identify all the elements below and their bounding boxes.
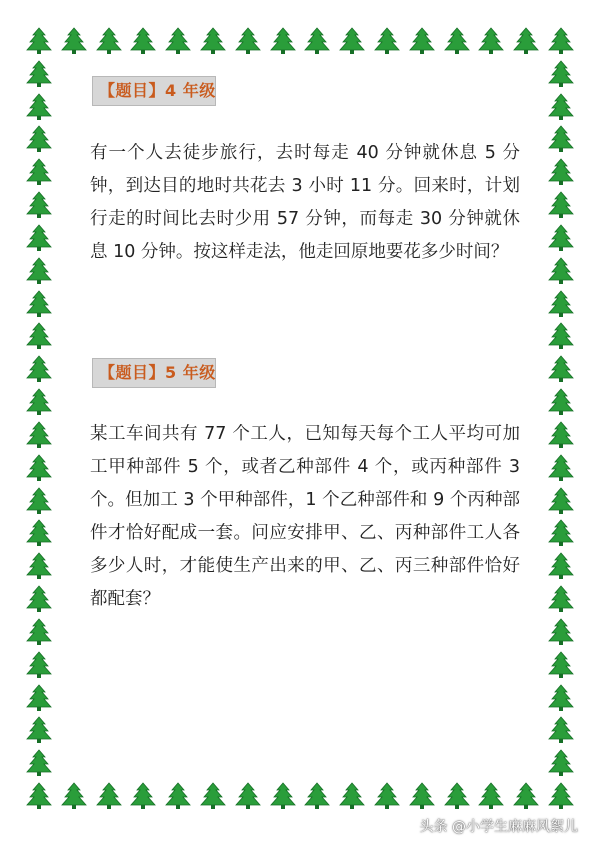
christmas-tree-icon (548, 684, 574, 712)
christmas-tree-icon (548, 454, 574, 482)
problem-2-grade-tag: 【题目】5 年级 (92, 358, 216, 388)
christmas-tree-icon (235, 782, 261, 810)
christmas-tree-icon (548, 487, 574, 515)
christmas-tree-icon (26, 290, 52, 318)
christmas-tree-icon (26, 651, 52, 679)
christmas-tree-icon (374, 27, 400, 55)
christmas-tree-icon (61, 782, 87, 810)
christmas-tree-icon (478, 782, 504, 810)
problem-1-grade-tag: 【题目】4 年级 (92, 76, 216, 106)
christmas-tree-icon (26, 552, 52, 580)
problem-2-text: 某工车间共有 77 个工人，已知每天每个工人平均可加工甲种部件 5 个，或者乙种部件 4 个，或丙种部件 3 个。但加工 3 个甲种部件，1 个乙种部件和 9 个丙种部件才恰好配成一套。问应安排甲、乙、丙种部件工人各多少人时，才能使生产出来的甲、乙、丙三种部件恰好都配套？ (90, 424, 520, 609)
christmas-tree-icon (339, 27, 365, 55)
christmas-tree-icon (548, 716, 574, 744)
problem-1-text: 有一个人去徒步旅行，去时每走 40 分钟就休息 5 分钟，到达目的地时共花去 3 小时 11 分。回来时，计划行走的时间比去时少用 57 分钟，而每走 30 分钟就休息 10 分钟。按这样走法，他走回原地要花多少时间？ (90, 143, 520, 262)
christmas-tree-icon (235, 27, 261, 55)
christmas-tree-icon (548, 191, 574, 219)
christmas-tree-icon (26, 27, 52, 55)
christmas-tree-icon (26, 322, 52, 350)
christmas-tree-icon (548, 355, 574, 383)
christmas-tree-icon (26, 224, 52, 252)
christmas-tree-icon (26, 355, 52, 383)
christmas-tree-icon (26, 125, 52, 153)
christmas-tree-icon (26, 388, 52, 416)
christmas-tree-icon (548, 651, 574, 679)
christmas-tree-icon (96, 782, 122, 810)
christmas-tree-icon (548, 519, 574, 547)
christmas-tree-icon (548, 158, 574, 186)
christmas-tree-icon (26, 60, 52, 88)
christmas-tree-icon (548, 322, 574, 350)
christmas-tree-icon (26, 257, 52, 285)
christmas-tree-icon (26, 454, 52, 482)
christmas-tree-icon (26, 618, 52, 646)
christmas-tree-icon (61, 27, 87, 55)
christmas-tree-icon (26, 716, 52, 744)
christmas-tree-icon (548, 60, 574, 88)
christmas-tree-icon (130, 27, 156, 55)
christmas-tree-icon (304, 782, 330, 810)
christmas-tree-icon (409, 782, 435, 810)
christmas-tree-icon (444, 782, 470, 810)
christmas-tree-icon (548, 618, 574, 646)
christmas-tree-icon (26, 684, 52, 712)
christmas-tree-icon (548, 749, 574, 777)
christmas-tree-icon (165, 27, 191, 55)
christmas-tree-icon (548, 125, 574, 153)
christmas-tree-icon (374, 782, 400, 810)
christmas-tree-icon (444, 27, 470, 55)
christmas-tree-icon (548, 290, 574, 318)
christmas-tree-icon (548, 421, 574, 449)
christmas-tree-icon (26, 487, 52, 515)
christmas-tree-icon (165, 782, 191, 810)
christmas-tree-icon (26, 191, 52, 219)
christmas-tree-icon (200, 27, 226, 55)
christmas-tree-icon (26, 421, 52, 449)
christmas-tree-icon (200, 782, 226, 810)
christmas-tree-icon (548, 388, 574, 416)
christmas-tree-icon (548, 585, 574, 613)
watermark: 头条 @小学生麻麻风絮儿 (419, 819, 578, 835)
christmas-tree-icon (26, 782, 52, 810)
christmas-tree-icon (548, 93, 574, 121)
christmas-tree-icon (548, 782, 574, 810)
christmas-tree-icon (548, 224, 574, 252)
christmas-tree-icon (339, 782, 365, 810)
christmas-tree-icon (304, 27, 330, 55)
christmas-tree-icon (409, 27, 435, 55)
christmas-tree-icon (513, 27, 539, 55)
christmas-tree-icon (26, 519, 52, 547)
christmas-tree-icon (130, 782, 156, 810)
christmas-tree-icon (513, 782, 539, 810)
christmas-tree-icon (548, 257, 574, 285)
christmas-tree-icon (270, 782, 296, 810)
christmas-tree-icon (96, 27, 122, 55)
christmas-tree-icon (548, 27, 574, 55)
christmas-tree-icon (26, 93, 52, 121)
christmas-tree-icon (26, 749, 52, 777)
christmas-tree-icon (26, 585, 52, 613)
christmas-tree-icon (478, 27, 504, 55)
christmas-tree-icon (270, 27, 296, 55)
christmas-tree-icon (26, 158, 52, 186)
christmas-tree-icon (548, 552, 574, 580)
